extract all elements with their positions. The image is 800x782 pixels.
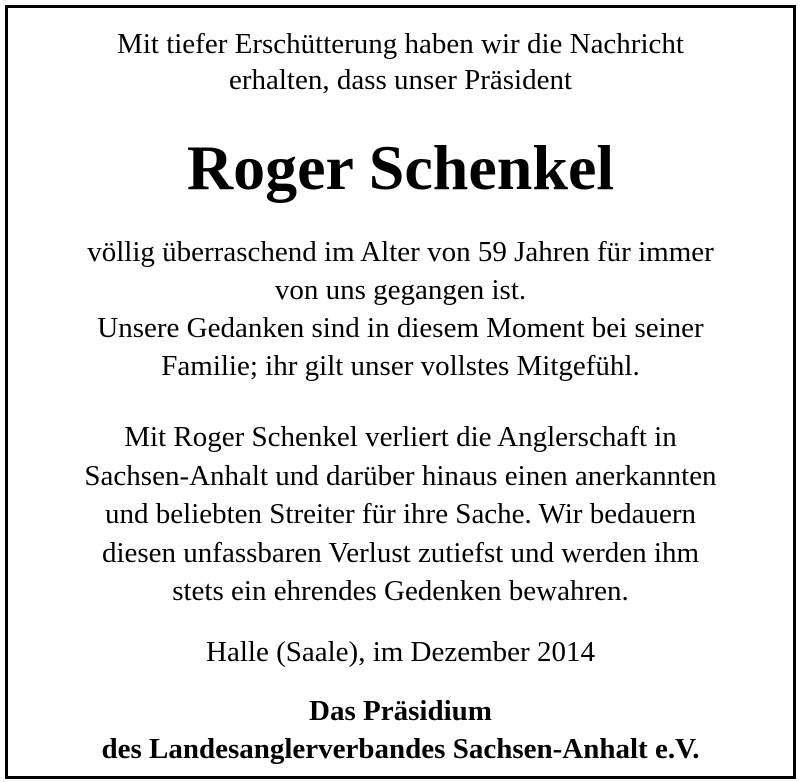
paragraph-line: Familie; ihr gilt unser vollstes Mitgefühl. xyxy=(161,350,640,382)
paragraph-line: völlig überraschend im Alter von 59 Jahren für immer xyxy=(87,236,714,268)
signature-line: des Landesanglerverbandes Sachsen-Anhalt e.V. xyxy=(101,733,700,765)
place-date: Halle (Saale), im Dezember 2014 xyxy=(206,636,595,668)
signature-line: Das Präsidium xyxy=(309,695,492,727)
paragraph-line: und beliebten Streiter für ihre Sache. Wir bedauern xyxy=(105,498,696,530)
paragraph-line: diesen unfassbaren Verlust zutiefst und werden ihm xyxy=(101,536,700,569)
deceased-name: Roger Schenkel xyxy=(186,132,615,203)
obituary-notice xyxy=(5,5,796,779)
paragraph-line: von uns gegangen ist. xyxy=(274,274,527,306)
intro-text xyxy=(8,26,793,98)
intro-line: erhalten, dass unser Präsident xyxy=(228,64,573,96)
first-paragraph xyxy=(8,233,793,385)
paragraph-line: Unsere Gedanken sind in diesem Moment bei seiner xyxy=(97,312,704,344)
paragraph-line: Mit Roger Schenkel verliert die Anglerschaft in xyxy=(124,421,677,453)
paragraph-line: stets ein ehrendes Gedenken bewahren. xyxy=(172,575,629,607)
intro-line: Mit tiefer Erschütterung haben wir die Nachricht xyxy=(117,28,684,60)
signature-block xyxy=(8,692,793,768)
second-paragraph xyxy=(8,418,793,611)
paragraph-line: Sachsen-Anhalt und darüber hinaus einen anerkannten xyxy=(84,459,717,492)
